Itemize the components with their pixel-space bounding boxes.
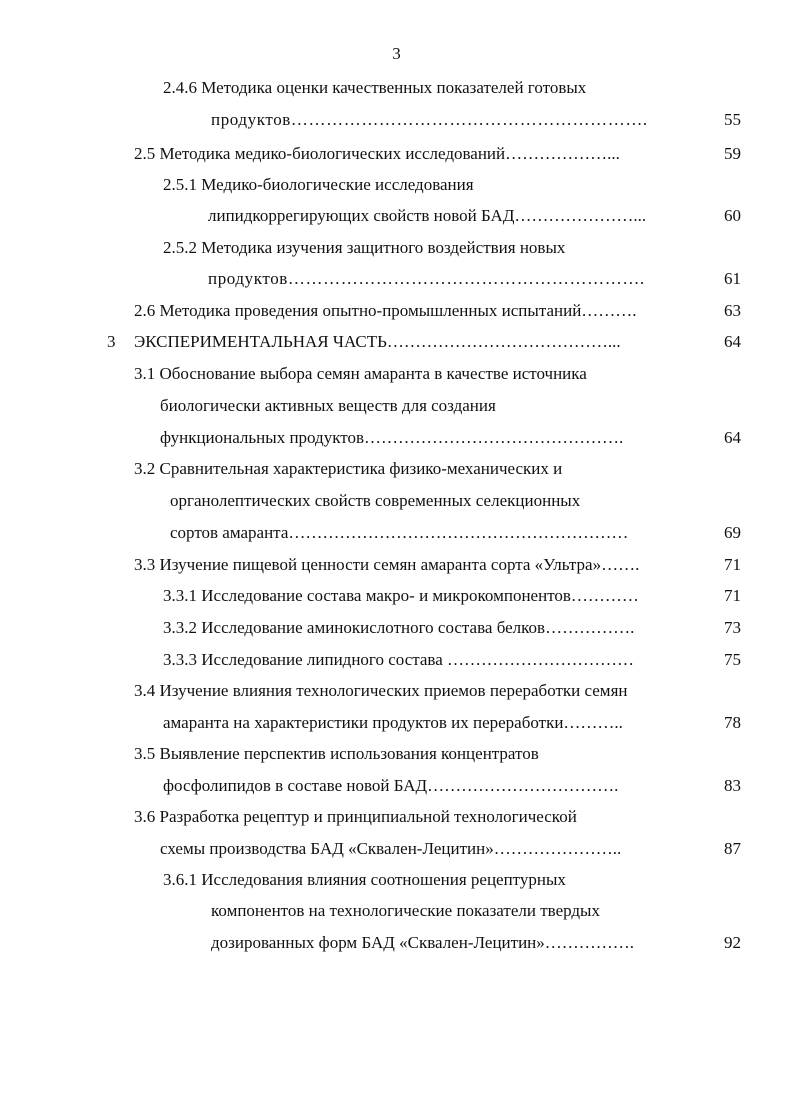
- toc-entry: [0, 805, 793, 829]
- toc-entry-text: 3.1 Обоснование выбора семян амаранта в качестве источника: [134, 364, 587, 383]
- toc-entry: [0, 108, 793, 132]
- toc-entry-page: 61: [724, 269, 741, 288]
- toc-entry-page: 55: [724, 110, 741, 129]
- toc-entry-text: компонентов на технологические показатели твердых: [211, 901, 600, 920]
- toc-entry-page: 63: [724, 301, 741, 320]
- toc-entry: [0, 711, 793, 735]
- toc-entry-text: биологически активных веществ для создания: [160, 396, 496, 415]
- toc-entry: [0, 457, 793, 481]
- toc-entry: [0, 142, 793, 166]
- toc-entry: [0, 774, 793, 798]
- toc-entry: [0, 931, 793, 955]
- toc-entry: [0, 204, 793, 228]
- toc-entry-text: 3.5 Выявление перспектив использования концентратов: [134, 744, 539, 763]
- page-number: 3: [392, 44, 401, 63]
- toc-entry-text: 3.2 Сравнительная характеристика физико-механических и: [134, 459, 563, 478]
- toc-entry-text: схемы производства БАД «Сквален-Лецитин»…………………..: [160, 839, 622, 858]
- toc-entry: [0, 837, 793, 861]
- toc-entry: [0, 299, 793, 323]
- toc-entry-text: органолептических свойств современных селекционных: [170, 491, 581, 510]
- toc-entry-text: 2.5 Методика медико-биологических исследований………………...: [134, 144, 620, 163]
- toc-entry-text: липидкоррегирующих свойств новой БАД…………………...: [208, 206, 647, 225]
- toc-entry-text: продуктов…………………………………………………….: [211, 110, 648, 129]
- toc-entry-text: 2.5.2 Методика изучения защитного воздействия новых: [163, 238, 566, 257]
- toc-entry: [0, 76, 793, 100]
- toc-entry-page: 87: [724, 839, 741, 858]
- toc-entry: [0, 362, 793, 386]
- toc-entry: [0, 330, 793, 354]
- toc-entry-page: 64: [724, 332, 741, 351]
- toc-entry-page: 60: [724, 206, 741, 225]
- toc-entry-page: 71: [724, 586, 741, 605]
- toc-entry-page: 78: [724, 713, 741, 732]
- toc-entry-page: 75: [724, 650, 741, 669]
- toc-chapter-number: 3: [107, 332, 116, 351]
- toc-entry-page: 92: [724, 933, 741, 952]
- toc-entry: [0, 394, 793, 418]
- toc-entry: [0, 648, 793, 672]
- toc-entry: [0, 236, 793, 260]
- toc-entry: [0, 521, 793, 545]
- toc-entry: [0, 679, 793, 703]
- toc-entry-text: 2.6 Методика проведения опытно-промышленных испытаний……….: [134, 301, 637, 320]
- toc-entry-page: 69: [724, 523, 741, 542]
- toc-entry-page: 71: [724, 555, 741, 574]
- toc-entry-text: 3.3.1 Исследование состава макро- и микрокомпонентов…………: [163, 586, 639, 605]
- toc-entry-text: фосфолипидов в составе новой БАД…………………………….: [163, 776, 619, 795]
- toc-entry-text: ЭКСПЕРИМЕНТАЛЬНАЯ ЧАСТЬ…………………………………...: [134, 332, 621, 351]
- toc-entry-text: 3.3.2 Исследование аминокислотного состава белков…………….: [163, 618, 635, 637]
- toc-entry: [0, 553, 793, 577]
- toc-entry-text: сортов амаранта……………………………………………………: [170, 523, 629, 542]
- toc-entry: [0, 267, 793, 291]
- toc-entry-page: 59: [724, 144, 741, 163]
- toc-entry: [0, 426, 793, 450]
- toc-entry: [0, 616, 793, 640]
- toc-entry-text: 3.4 Изучение влияния технологических приемов переработки семян: [134, 681, 628, 700]
- toc-entry-text: 3.6 Разработка рецептур и принципиальной технологической: [134, 807, 577, 826]
- toc-entry: [0, 489, 793, 513]
- toc-entry-text: 3.3 Изучение пищевой ценности семян амаранта сорта «Ультра»…….: [134, 555, 640, 574]
- toc-entry-text: 2.5.1 Медико-биологические исследования: [163, 175, 474, 194]
- toc-entry-page: 73: [724, 618, 741, 637]
- toc-entry-text: дозированных форм БАД «Сквален-Лецитин»…………….: [211, 933, 635, 952]
- toc-entry: [0, 868, 793, 892]
- toc-entry-text: 2.4.6 Методика оценки качественных показателей готовых: [163, 78, 587, 97]
- toc-entry-text: амаранта на характеристики продуктов их переработки………..: [163, 713, 623, 732]
- toc-entry-text: продуктов…………………………………………………….: [208, 269, 645, 288]
- toc-entry-text: функциональных продуктов……………………………………….: [160, 428, 624, 447]
- toc-entry: [0, 899, 793, 923]
- toc-entry: [0, 742, 793, 766]
- toc-entry: [0, 584, 793, 608]
- toc-entry-text: 3.3.3 Исследование липидного состава ……………………………: [163, 650, 635, 669]
- toc-entry-page: 64: [724, 428, 741, 447]
- toc-entry-page: 83: [724, 776, 741, 795]
- toc-entry: [0, 173, 793, 197]
- toc-entry-text: 3.6.1 Исследования влияния соотношения рецептурных: [163, 870, 566, 889]
